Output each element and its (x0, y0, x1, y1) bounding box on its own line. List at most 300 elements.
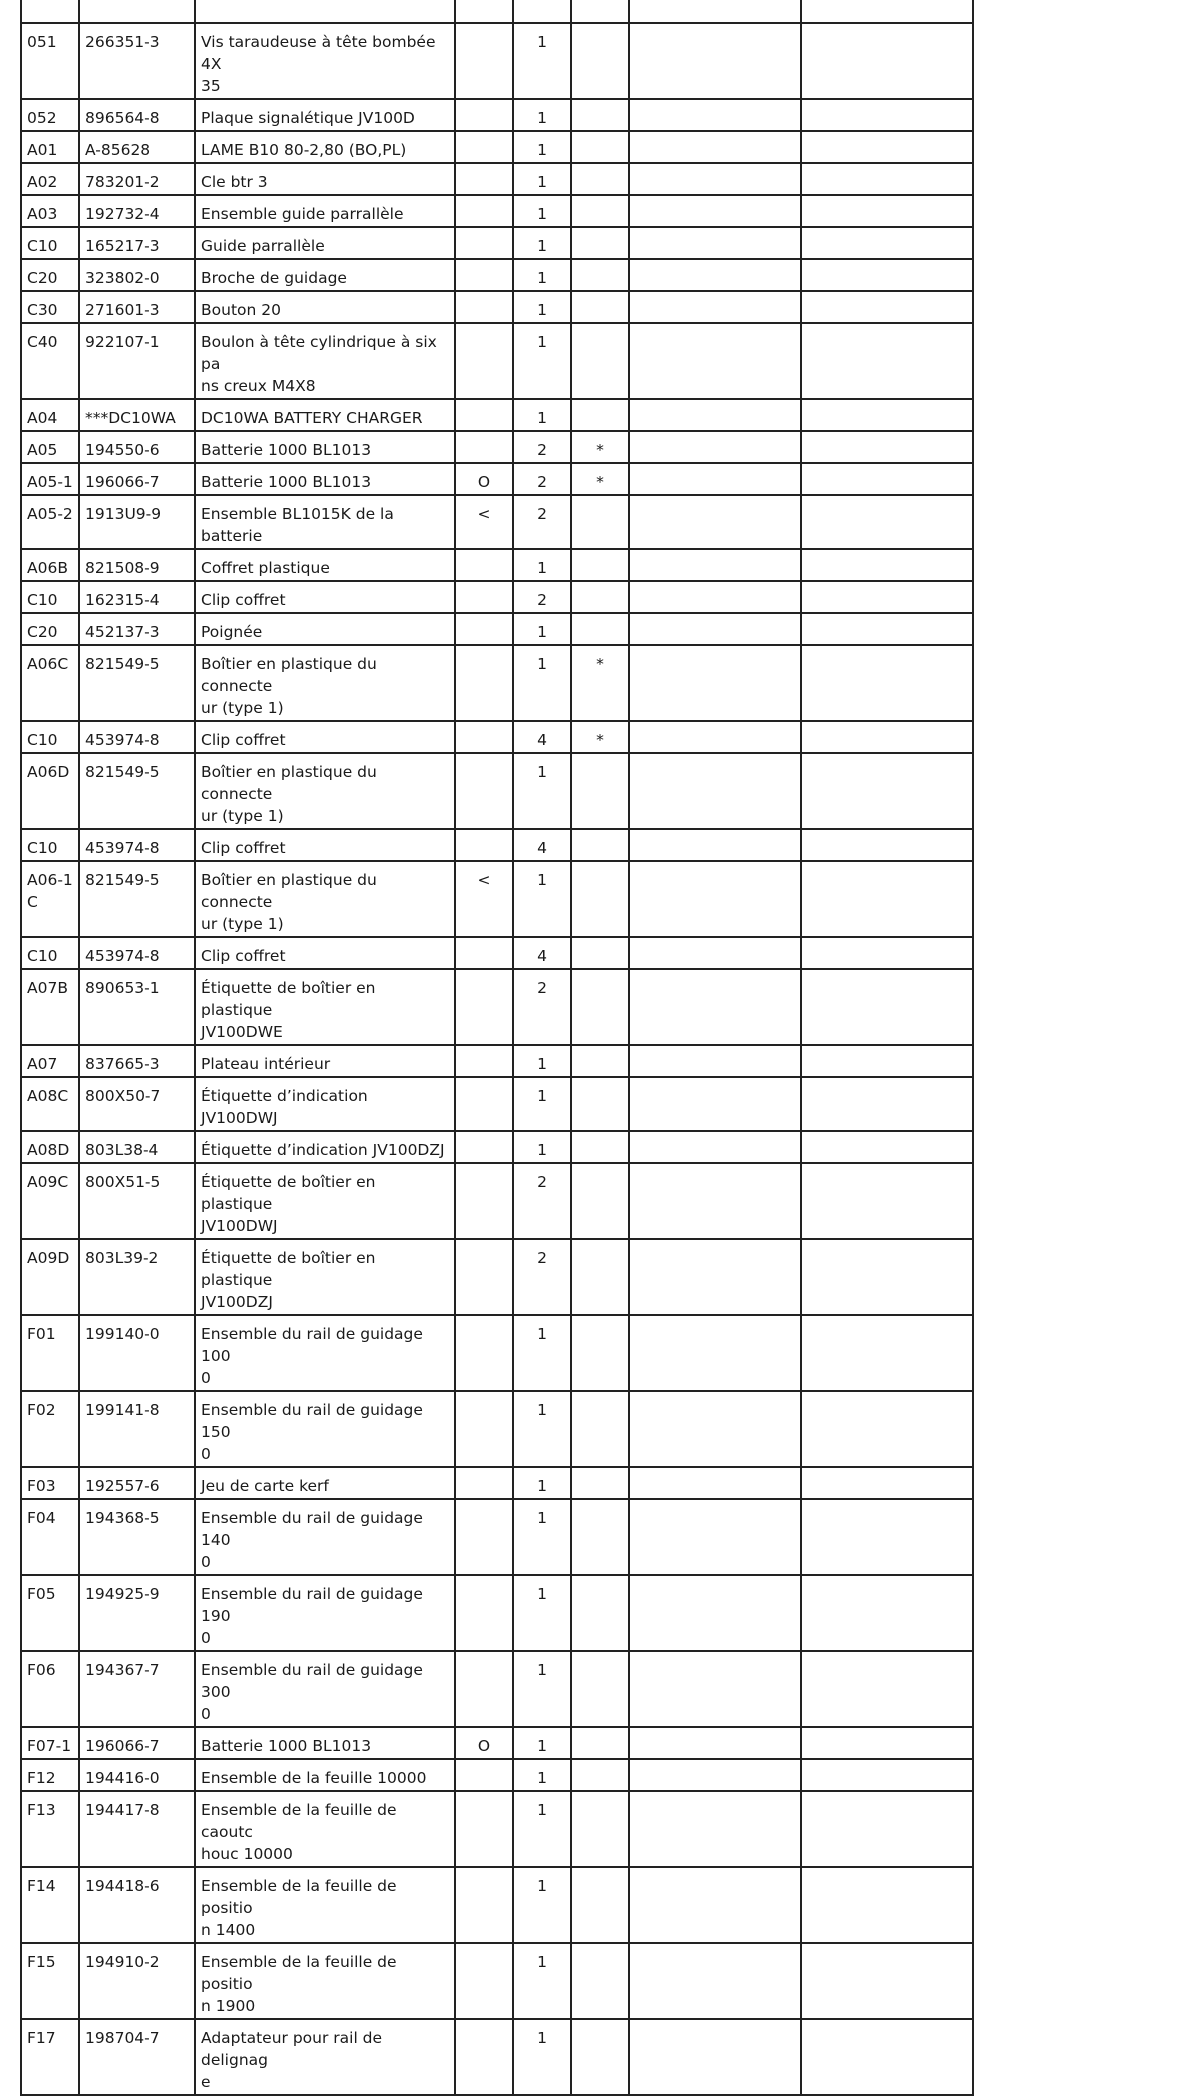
description-cell: Ensemble du rail de guidage 150 0 (195, 1391, 455, 1467)
item-number-cell: A01 (21, 131, 79, 163)
description-cell: Poignée (195, 613, 455, 645)
table-row (21, 1727, 973, 1759)
description-cell: Ensemble du rail de guidage 100 0 (195, 1315, 455, 1391)
table-row (21, 99, 973, 131)
quantity-cell: 1 (513, 1499, 571, 1575)
table-row (21, 2019, 973, 2095)
empty-cell (801, 1467, 973, 1499)
part-number-cell: 800X51-5 (79, 1163, 195, 1239)
part-number-cell: 1913U9-9 (79, 495, 195, 549)
item-number-cell: F04 (21, 1499, 79, 1575)
note-cell (571, 549, 629, 581)
item-number-cell: A02 (21, 163, 79, 195)
quantity-cell: 2 (513, 463, 571, 495)
part-number-cell: 194416-0 (79, 1759, 195, 1791)
note-cell (571, 829, 629, 861)
description-cell: Vis taraudeuse à tête bombée 4X 35 (195, 23, 455, 99)
table-row (21, 1163, 973, 1239)
part-number-cell: 192557-6 (79, 1467, 195, 1499)
item-number-cell: F05 (21, 1575, 79, 1651)
empty-cell (629, 1867, 801, 1943)
empty-cell (629, 2019, 801, 2095)
empty-cell (801, 291, 973, 323)
empty-cell (801, 1499, 973, 1575)
empty-cell (801, 99, 973, 131)
table-row (21, 259, 973, 291)
item-number-cell: A07B (21, 969, 79, 1045)
note-cell: * (571, 645, 629, 721)
table-row (21, 1467, 973, 1499)
empty-cell (629, 1045, 801, 1077)
part-number-cell: 198704-7 (79, 2019, 195, 2095)
change-flag-cell (455, 291, 513, 323)
part-number-cell: 194550-6 (79, 431, 195, 463)
quantity-cell: 1 (513, 23, 571, 99)
empty-cell (629, 1467, 801, 1499)
note-cell (571, 323, 629, 399)
table-row (21, 131, 973, 163)
note-cell (571, 1077, 629, 1131)
change-flag-cell (455, 1759, 513, 1791)
empty-cell (801, 1045, 973, 1077)
empty-cell (801, 163, 973, 195)
empty-cell (801, 613, 973, 645)
item-number-cell: F17 (21, 2019, 79, 2095)
change-flag-cell (455, 549, 513, 581)
empty-cell (801, 721, 973, 753)
empty-cell (801, 227, 973, 259)
table-row (21, 549, 973, 581)
description-cell: Ensemble de la feuille de caoutc houc 10000 (195, 1791, 455, 1867)
empty-cell (801, 399, 973, 431)
column-line-stub (194, 0, 196, 22)
note-cell (571, 195, 629, 227)
part-number-cell: 837665-3 (79, 1045, 195, 1077)
empty-cell (801, 323, 973, 399)
item-number-cell: C20 (21, 613, 79, 645)
description-cell: DC10WA BATTERY CHARGER (195, 399, 455, 431)
empty-cell (629, 1131, 801, 1163)
quantity-cell: 1 (513, 1391, 571, 1467)
part-number-cell: 194368-5 (79, 1499, 195, 1575)
item-number-cell: F02 (21, 1391, 79, 1467)
description-cell: Ensemble guide parrallèle (195, 195, 455, 227)
change-flag-cell (455, 937, 513, 969)
quantity-cell: 2 (513, 431, 571, 463)
empty-cell (801, 581, 973, 613)
part-number-cell: 199141-8 (79, 1391, 195, 1467)
change-flag-cell (455, 1867, 513, 1943)
item-number-cell: A06C (21, 645, 79, 721)
item-number-cell: 052 (21, 99, 79, 131)
note-cell (571, 1651, 629, 1727)
empty-cell (629, 463, 801, 495)
description-cell: Étiquette de boîtier en plastique JV100DWE (195, 969, 455, 1045)
empty-cell (801, 969, 973, 1045)
table-row (21, 1867, 973, 1943)
change-flag-cell (455, 829, 513, 861)
part-number-cell: 452137-3 (79, 613, 195, 645)
column-line-stub (570, 0, 572, 22)
description-cell: Jeu de carte kerf (195, 1467, 455, 1499)
quantity-cell: 1 (513, 195, 571, 227)
change-flag-cell (455, 131, 513, 163)
quantity-cell: 1 (513, 1467, 571, 1499)
description-cell: Batterie 1000 BL1013 (195, 431, 455, 463)
note-cell (571, 1943, 629, 2019)
change-flag-cell (455, 753, 513, 829)
empty-cell (629, 399, 801, 431)
change-flag-cell (455, 1045, 513, 1077)
table-row (21, 23, 973, 99)
change-flag-cell (455, 581, 513, 613)
quantity-cell: 1 (513, 549, 571, 581)
item-number-cell: F07-1 (21, 1727, 79, 1759)
empty-cell (801, 1131, 973, 1163)
empty-cell (801, 1575, 973, 1651)
table-row (21, 645, 973, 721)
empty-cell (629, 861, 801, 937)
part-number-cell: 194910-2 (79, 1943, 195, 2019)
item-number-cell: F15 (21, 1943, 79, 2019)
description-cell: Étiquette d’indication JV100DWJ (195, 1077, 455, 1131)
empty-cell (801, 431, 973, 463)
table-row (21, 227, 973, 259)
empty-cell (629, 829, 801, 861)
change-flag-cell (455, 99, 513, 131)
item-number-cell: C10 (21, 721, 79, 753)
description-cell: Plaque signalétique JV100D (195, 99, 455, 131)
table-row (21, 163, 973, 195)
note-cell: * (571, 431, 629, 463)
description-cell: Ensemble du rail de guidage 190 0 (195, 1575, 455, 1651)
empty-cell (801, 1077, 973, 1131)
table-row (21, 1499, 973, 1575)
note-cell (571, 227, 629, 259)
empty-cell (629, 1077, 801, 1131)
table-row (21, 861, 973, 937)
table-row (21, 399, 973, 431)
quantity-cell: 1 (513, 1651, 571, 1727)
part-number-cell: 821549-5 (79, 645, 195, 721)
quantity-cell: 1 (513, 1759, 571, 1791)
item-number-cell: A09C (21, 1163, 79, 1239)
quantity-cell: 1 (513, 1077, 571, 1131)
quantity-cell: 1 (513, 861, 571, 937)
empty-cell (801, 1239, 973, 1315)
column-line-stub (78, 0, 80, 22)
empty-cell (801, 2019, 973, 2095)
quantity-cell: 1 (513, 1315, 571, 1391)
empty-cell (629, 1575, 801, 1651)
change-flag-cell (455, 1791, 513, 1867)
empty-cell (629, 613, 801, 645)
parts-list-table (20, 22, 974, 2096)
empty-cell (629, 1391, 801, 1467)
note-cell (571, 581, 629, 613)
change-flag-cell (455, 1651, 513, 1727)
description-cell: Bouton 20 (195, 291, 455, 323)
item-number-cell: A03 (21, 195, 79, 227)
part-number-cell: ***DC10WA (79, 399, 195, 431)
note-cell (571, 753, 629, 829)
table-row (21, 195, 973, 227)
part-number-cell: 453974-8 (79, 721, 195, 753)
empty-cell (629, 721, 801, 753)
note-cell (571, 131, 629, 163)
quantity-cell: 1 (513, 645, 571, 721)
note-cell (571, 1315, 629, 1391)
item-number-cell: F03 (21, 1467, 79, 1499)
empty-cell (801, 1391, 973, 1467)
part-number-cell: 162315-4 (79, 581, 195, 613)
note-cell (571, 1163, 629, 1239)
item-number-cell: A05-2 (21, 495, 79, 549)
part-number-cell: 266351-3 (79, 23, 195, 99)
empty-cell (801, 131, 973, 163)
quantity-cell: 1 (513, 1131, 571, 1163)
change-flag-cell (455, 2019, 513, 2095)
table-row (21, 1131, 973, 1163)
change-flag-cell: O (455, 1727, 513, 1759)
empty-cell (801, 1651, 973, 1727)
empty-cell (629, 131, 801, 163)
part-number-cell: 323802-0 (79, 259, 195, 291)
table-row (21, 1759, 973, 1791)
quantity-cell: 1 (513, 1791, 571, 1867)
note-cell (571, 1045, 629, 1077)
note-cell (571, 163, 629, 195)
empty-cell (629, 495, 801, 549)
table-row (21, 969, 973, 1045)
description-cell: Guide parrallèle (195, 227, 455, 259)
quantity-cell: 1 (513, 1727, 571, 1759)
table-row (21, 1077, 973, 1131)
quantity-cell: 4 (513, 937, 571, 969)
note-cell (571, 495, 629, 549)
item-number-cell: A08C (21, 1077, 79, 1131)
note-cell (571, 861, 629, 937)
description-cell: Adaptateur pour rail de delignag e (195, 2019, 455, 2095)
part-number-cell: 890653-1 (79, 969, 195, 1045)
item-number-cell: 051 (21, 23, 79, 99)
change-flag-cell (455, 1239, 513, 1315)
quantity-cell: 1 (513, 131, 571, 163)
empty-cell (629, 195, 801, 227)
part-number-cell: 821549-5 (79, 753, 195, 829)
empty-cell (629, 23, 801, 99)
note-cell (571, 399, 629, 431)
empty-cell (801, 1163, 973, 1239)
part-number-cell: 192732-4 (79, 195, 195, 227)
item-number-cell: A07 (21, 1045, 79, 1077)
note-cell (571, 1499, 629, 1575)
column-line-stub (512, 0, 514, 22)
part-number-cell: 783201-2 (79, 163, 195, 195)
part-number-cell: 194925-9 (79, 1575, 195, 1651)
item-number-cell: C20 (21, 259, 79, 291)
note-cell (571, 1727, 629, 1759)
change-flag-cell (455, 613, 513, 645)
change-flag-cell (455, 1163, 513, 1239)
note-cell: * (571, 463, 629, 495)
note-cell (571, 259, 629, 291)
quantity-cell: 1 (513, 323, 571, 399)
empty-cell (629, 323, 801, 399)
column-line-stub (454, 0, 456, 22)
description-cell: Clip coffret (195, 829, 455, 861)
description-cell: Ensemble de la feuille de positio n 1400 (195, 1867, 455, 1943)
item-number-cell: C40 (21, 323, 79, 399)
note-cell (571, 1759, 629, 1791)
table-row (21, 1651, 973, 1727)
quantity-cell: 2 (513, 581, 571, 613)
empty-cell (629, 1651, 801, 1727)
item-number-cell: A04 (21, 399, 79, 431)
quantity-cell: 1 (513, 163, 571, 195)
empty-cell (801, 753, 973, 829)
change-flag-cell (455, 1077, 513, 1131)
change-flag-cell (455, 721, 513, 753)
description-cell: Ensemble du rail de guidage 140 0 (195, 1499, 455, 1575)
part-number-cell: 803L38-4 (79, 1131, 195, 1163)
table-row (21, 291, 973, 323)
empty-cell (629, 969, 801, 1045)
change-flag-cell (455, 645, 513, 721)
change-flag-cell (455, 1943, 513, 2019)
quantity-cell: 1 (513, 259, 571, 291)
empty-cell (801, 1867, 973, 1943)
table-row (21, 1575, 973, 1651)
part-number-cell: 896564-8 (79, 99, 195, 131)
empty-cell (801, 829, 973, 861)
empty-cell (629, 1315, 801, 1391)
quantity-cell: 1 (513, 1943, 571, 2019)
empty-cell (801, 937, 973, 969)
quantity-cell: 2 (513, 495, 571, 549)
column-line-stub (20, 0, 22, 22)
item-number-cell: C10 (21, 227, 79, 259)
part-number-cell: 803L39-2 (79, 1239, 195, 1315)
quantity-cell: 2 (513, 1163, 571, 1239)
table-row (21, 431, 973, 463)
change-flag-cell: O (455, 463, 513, 495)
quantity-cell: 1 (513, 2019, 571, 2095)
empty-cell (801, 463, 973, 495)
item-number-cell: F14 (21, 1867, 79, 1943)
description-cell: Ensemble de la feuille 10000 (195, 1759, 455, 1791)
empty-cell (801, 645, 973, 721)
empty-cell (801, 1727, 973, 1759)
note-cell (571, 613, 629, 645)
note-cell (571, 23, 629, 99)
table-row (21, 753, 973, 829)
description-cell: Boîtier en plastique du connecte ur (type 1) (195, 753, 455, 829)
empty-cell (629, 259, 801, 291)
empty-cell (801, 1791, 973, 1867)
quantity-cell: 2 (513, 969, 571, 1045)
change-flag-cell: < (455, 861, 513, 937)
empty-cell (629, 1163, 801, 1239)
quantity-cell: 1 (513, 291, 571, 323)
note-cell (571, 2019, 629, 2095)
part-number-cell: 199140-0 (79, 1315, 195, 1391)
description-cell: Étiquette de boîtier en plastique JV100DZJ (195, 1239, 455, 1315)
empty-cell (629, 1759, 801, 1791)
empty-cell (629, 753, 801, 829)
empty-cell (801, 1759, 973, 1791)
change-flag-cell (455, 1315, 513, 1391)
description-cell: Ensemble de la feuille de positio n 1900 (195, 1943, 455, 2019)
quantity-cell: 1 (513, 99, 571, 131)
description-cell: Ensemble BL1015K de la batterie (195, 495, 455, 549)
part-number-cell: 194418-6 (79, 1867, 195, 1943)
empty-cell (801, 1315, 973, 1391)
change-flag-cell (455, 969, 513, 1045)
item-number-cell: A08D (21, 1131, 79, 1163)
item-number-cell: A05 (21, 431, 79, 463)
quantity-cell: 2 (513, 1239, 571, 1315)
empty-cell (629, 1943, 801, 2019)
quantity-cell: 4 (513, 829, 571, 861)
quantity-cell: 1 (513, 227, 571, 259)
note-cell (571, 937, 629, 969)
change-flag-cell (455, 399, 513, 431)
empty-cell (629, 1727, 801, 1759)
column-line-stub (972, 0, 974, 22)
quantity-cell: 4 (513, 721, 571, 753)
item-number-cell: C10 (21, 581, 79, 613)
description-cell: Cle btr 3 (195, 163, 455, 195)
change-flag-cell (455, 195, 513, 227)
change-flag-cell (455, 1499, 513, 1575)
part-number-cell: A-85628 (79, 131, 195, 163)
empty-cell (629, 645, 801, 721)
table-row (21, 323, 973, 399)
table-row (21, 495, 973, 549)
empty-cell (801, 1943, 973, 2019)
item-number-cell: F01 (21, 1315, 79, 1391)
change-flag-cell (455, 1131, 513, 1163)
item-number-cell: A05-1 (21, 463, 79, 495)
note-cell (571, 969, 629, 1045)
empty-cell (629, 549, 801, 581)
description-cell: Boulon à tête cylindrique à six pa ns creux M4X8 (195, 323, 455, 399)
part-number-cell: 194367-7 (79, 1651, 195, 1727)
empty-cell (801, 259, 973, 291)
table-row (21, 1239, 973, 1315)
description-cell: LAME B10 80-2,80 (BO,PL) (195, 131, 455, 163)
table-row (21, 1315, 973, 1391)
item-number-cell: A06-1 C (21, 861, 79, 937)
empty-cell (801, 495, 973, 549)
item-number-cell: A09D (21, 1239, 79, 1315)
empty-cell (629, 937, 801, 969)
empty-cell (629, 431, 801, 463)
description-cell: Coffret plastique (195, 549, 455, 581)
table-row (21, 613, 973, 645)
table-row (21, 829, 973, 861)
quantity-cell: 1 (513, 753, 571, 829)
part-number-cell: 922107-1 (79, 323, 195, 399)
change-flag-cell (455, 23, 513, 99)
note-cell (571, 1867, 629, 1943)
empty-cell (629, 1499, 801, 1575)
note-cell (571, 99, 629, 131)
part-number-cell: 165217-3 (79, 227, 195, 259)
note-cell (571, 1239, 629, 1315)
table-row (21, 1943, 973, 2019)
